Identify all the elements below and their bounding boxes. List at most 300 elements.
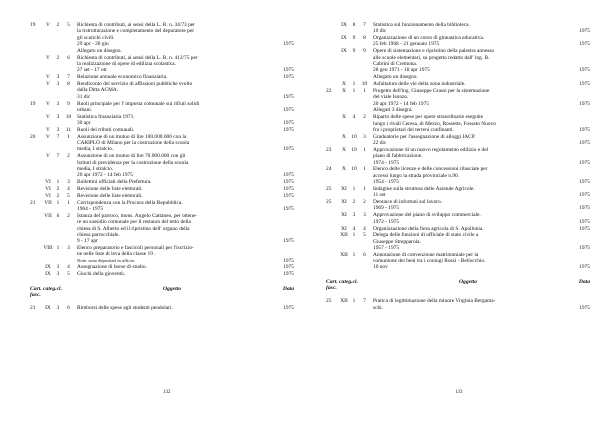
entry-date: 1975 xyxy=(579,126,590,133)
category: V xyxy=(46,100,50,107)
entry-date: 1975 xyxy=(283,192,294,199)
category: IX xyxy=(341,48,347,55)
inventory-entry xyxy=(30,101,294,114)
fascicle: 8 xyxy=(67,81,70,88)
entry-object xyxy=(74,213,270,244)
entry-object xyxy=(74,179,270,185)
column-header xyxy=(326,279,590,292)
entry-line: Allegati 3 disegni. xyxy=(373,107,413,114)
cart-number: 19 xyxy=(30,100,36,107)
entry-object xyxy=(370,81,566,87)
category: IX xyxy=(45,264,51,271)
entry-object xyxy=(74,200,270,213)
entry-line: Organizzazione della fiera agricola di S. Apollonia. xyxy=(373,225,484,232)
inventory-entry xyxy=(30,271,294,277)
fascicle: 1 xyxy=(67,133,70,140)
fascicle: 8 xyxy=(363,35,366,42)
class: 9 xyxy=(352,48,356,55)
entry-object xyxy=(370,212,566,225)
entry-line: 27 set - 17 ott xyxy=(77,67,107,74)
entry-line: re un sussidio comunale per il restauro del tetto della xyxy=(77,219,191,226)
entry-line: Ruoli principale per l' imposta comunale sui rifiuti solidi xyxy=(77,100,200,107)
entry-line: Elenco preparatorio e fascicoli personali per l'iscrizio- xyxy=(77,245,194,251)
category: XII xyxy=(340,251,348,258)
inventory-entry xyxy=(326,199,590,212)
inventory-entry xyxy=(30,245,294,264)
entry-line: Riparto delle spese per opere straordinarie eseguite xyxy=(373,114,484,121)
entry-line: Pratica di legittimazione della minore Virginia Bergama- xyxy=(373,298,496,305)
class: 1 xyxy=(56,199,60,206)
category: XI xyxy=(341,185,347,192)
entry-line: Organizzazione di un corso di ginnastica educativa. xyxy=(373,35,485,42)
class: 3 xyxy=(352,212,356,219)
entry-object xyxy=(370,298,566,311)
entry-line: Revisione delle liste elettorali. xyxy=(77,185,143,192)
fascicle: 6 xyxy=(67,54,70,61)
entry-line: alle scuole elementari, su progetto redatto dall' ing. B. xyxy=(373,54,490,61)
entry-date: 1975 xyxy=(579,67,590,74)
inventory-entry xyxy=(30,305,294,311)
class: 1 xyxy=(352,232,356,239)
class: 10 xyxy=(351,166,357,173)
class: 3 xyxy=(56,264,60,271)
entry-line: la realizzazione di opere di edilizia scolastica. xyxy=(77,60,176,67)
entry-date: 1975 xyxy=(579,205,590,212)
entry-date: 1975 xyxy=(283,206,294,213)
inventory-entry xyxy=(30,22,294,47)
class: 1 xyxy=(352,298,356,305)
entry-line: Rendiconto del servizio di affissioni pubbliche svolto xyxy=(77,81,193,88)
category: V xyxy=(46,126,50,133)
entry-date: 1975 xyxy=(283,106,294,113)
entry-date: 1975 xyxy=(283,126,294,133)
entry-line: Approvazione di un nuovo regolamento edilizio e del xyxy=(373,146,489,153)
entry-object xyxy=(370,199,566,212)
entry-line: Statistica sul funzionamento della biblioteca. xyxy=(373,22,470,28)
entry-line: Annotazione di convenzione matrimoniale per la xyxy=(373,251,479,258)
fascicle: 6 xyxy=(363,251,366,258)
cart-number: 25 xyxy=(326,185,332,192)
cart-number: 21 xyxy=(30,199,36,206)
class: 2 xyxy=(56,54,60,61)
fascicle: 4 xyxy=(67,185,70,192)
entry-date: 1975 xyxy=(283,238,294,245)
category: X xyxy=(342,81,346,88)
category: XI xyxy=(341,225,347,232)
class: 4 xyxy=(352,114,356,121)
entry-line: 1954 - 1975 xyxy=(373,179,400,186)
entry-line: Graduatorie per l'assegnazione di alloggi IACP. xyxy=(373,133,476,140)
cart-number: 20 xyxy=(30,133,36,140)
fascicle: 1 xyxy=(67,199,70,206)
class: 3 xyxy=(56,100,60,107)
fascicle: 1 xyxy=(363,166,366,173)
entry-note: Note: sono depositati in ufficio. xyxy=(77,257,136,263)
inventory-entry xyxy=(326,81,590,87)
inventory-entry xyxy=(30,74,294,80)
entry-line: Approvazione del piano di sviluppo commerciale. xyxy=(373,212,481,219)
entry-object xyxy=(74,245,270,264)
entry-line: accessi lungo la strada provinciale n.90. xyxy=(373,172,460,179)
class: 3 xyxy=(56,305,60,312)
entry-line: 1974 - 1975 xyxy=(373,159,400,166)
header-cart-categ: Cart. categ.cl. fasc. xyxy=(326,278,359,292)
entry-date: 1975 xyxy=(283,74,294,81)
entry-line: media, I stralcio. xyxy=(77,165,114,172)
entry-date: 1975 xyxy=(579,81,590,88)
fascicle: 1 xyxy=(363,87,366,94)
entry-date: 1975 xyxy=(283,179,294,186)
entry-line: Giochi della gioventù. xyxy=(77,271,126,278)
entry-line: Allegato un disegno. xyxy=(373,74,418,81)
fascicle: 4 xyxy=(363,225,366,232)
cart-number: 25 xyxy=(326,199,332,206)
entry-object xyxy=(74,153,270,178)
entry-date: 1975 xyxy=(579,218,590,225)
entry-line: lungo i rivali Ceresa, di Mezzo, Rossette, Fossato Nuovo xyxy=(373,120,496,127)
fascicle: 4 xyxy=(67,264,70,271)
entry-object xyxy=(74,271,270,277)
entry-line: Giuseppe Strepparola. xyxy=(373,238,421,245)
entry-line: Indagine sulla struttura delle Aziende Agricole. xyxy=(373,185,475,192)
class: 3 xyxy=(56,74,60,81)
entry-date: 1975 xyxy=(283,264,294,271)
entry-line: Istituti di previdenza per la costruzione della scuola xyxy=(77,159,189,166)
category: XI xyxy=(341,212,347,219)
entry-date: 1975 xyxy=(579,225,590,232)
entry-object xyxy=(74,305,270,311)
inventory-entry xyxy=(326,147,590,166)
cart-number: 25 xyxy=(326,298,332,305)
category: V xyxy=(46,133,50,140)
category: V xyxy=(46,74,50,81)
inventory-entry xyxy=(30,55,294,74)
entry-date: 1975 xyxy=(579,100,590,107)
fascicle: 3 xyxy=(363,133,366,140)
cart-number: 24 xyxy=(326,166,332,173)
category: V xyxy=(46,54,50,61)
entry-line: Istanza del parroco, mons. Angelo Cattaneo, per ottene- xyxy=(77,212,198,219)
column-header xyxy=(30,286,294,299)
inventory-entry xyxy=(30,213,294,244)
inventory-entry xyxy=(30,179,294,185)
category: V xyxy=(46,113,50,120)
entry-line: 31 dic xyxy=(77,93,91,100)
inventory-entry xyxy=(326,74,590,80)
class: 1 xyxy=(56,179,60,186)
entry-line: 1969 - 1975 xyxy=(373,205,400,212)
entry-object xyxy=(74,264,270,270)
category: VII xyxy=(44,212,52,219)
entry-date: 1975 xyxy=(579,41,590,48)
entry-line: Progetto dell'ing. Giuseppe Grassi per la sistemazione xyxy=(373,87,490,94)
entry-date: 1975 xyxy=(283,305,294,312)
entry-object xyxy=(370,186,566,199)
category: VI xyxy=(45,192,51,199)
entry-line: urbani. xyxy=(77,106,93,113)
entry-object xyxy=(370,22,566,35)
entry-line: 11 set xyxy=(373,192,386,199)
entry-line: media, I stralcio. xyxy=(77,146,114,153)
category: VIII xyxy=(43,245,53,251)
entry-object xyxy=(370,74,566,80)
entry-line: 1957 - 1975 xyxy=(373,245,400,251)
fascicle: 6 xyxy=(67,305,70,312)
fascicle: 9 xyxy=(363,48,366,55)
entry-date: 1975 xyxy=(579,264,590,271)
entry-date: 1975 xyxy=(283,146,294,153)
inventory-entry xyxy=(326,134,590,147)
category: XII xyxy=(340,298,348,305)
class: 10 xyxy=(351,133,357,140)
entry-line: comunione dei beni tra i coniugi Rossi - Bellocchio. xyxy=(373,258,486,265)
entry-object xyxy=(74,55,270,74)
right-page xyxy=(326,22,590,312)
inventory-entry xyxy=(30,200,294,213)
entry-line: Assunzione di un mutuo di lire 100.000.000 con la xyxy=(77,133,187,140)
inventory-entry xyxy=(326,186,590,199)
class: 2 xyxy=(352,199,356,206)
entry-line: 10 dic xyxy=(373,28,387,35)
category: X xyxy=(342,133,346,140)
entry-date: 1975 xyxy=(283,172,294,179)
entry-date: 1975 xyxy=(579,179,590,186)
entry-line: Cabrini di Cremona. xyxy=(373,60,418,67)
entry-object xyxy=(74,74,270,80)
left-page xyxy=(30,22,294,312)
fascicle: 5 xyxy=(67,192,70,199)
class: 7 xyxy=(56,133,60,140)
entry-object xyxy=(370,166,566,185)
entry-date: 1975 xyxy=(283,40,294,47)
class: 3 xyxy=(56,113,60,120)
class: 10 xyxy=(351,146,357,153)
entry-date: 1975 xyxy=(579,140,590,147)
header-data: Data xyxy=(578,278,590,285)
entry-line: 1964 - 1975 xyxy=(77,206,104,213)
inventory-entry xyxy=(326,232,590,251)
entry-line: Assegnazione di borse di studio. xyxy=(77,264,147,271)
inventory-entry xyxy=(326,252,590,271)
class: 4 xyxy=(352,225,356,232)
class: 3 xyxy=(56,271,60,278)
right-entries xyxy=(326,22,590,271)
fascicle: 2 xyxy=(363,114,366,121)
class: 1 xyxy=(352,87,356,94)
inventory-entry xyxy=(30,81,294,100)
entry-object xyxy=(74,134,270,153)
fascicle: 11 xyxy=(65,126,72,133)
entry-line: Allegato un disegno. xyxy=(77,47,122,54)
fascicle: 2 xyxy=(67,212,70,219)
header-cart-categ: Cart. categ.cl. fasc. xyxy=(30,285,63,298)
entry-object xyxy=(74,127,270,133)
fascicle: 3 xyxy=(67,179,70,186)
category: X xyxy=(342,114,346,121)
fascicle: 7 xyxy=(67,74,70,81)
fascicle: 1 xyxy=(363,146,366,153)
right-bottom-entries xyxy=(326,298,590,311)
entry-line: chiesa parrocchiale. xyxy=(77,231,120,238)
entry-line: chiesa di S. Alberto ed il ripristino dell' organo della xyxy=(77,225,190,232)
class: 1 xyxy=(352,251,356,258)
class: 1 xyxy=(352,81,356,88)
fascicle: 7 xyxy=(363,22,366,28)
fascicle: 5 xyxy=(363,232,366,239)
entry-line: Richiesta di contributi, ai sensi della L. R. n. 34/73 per xyxy=(77,22,195,28)
fascicle: 10 xyxy=(65,113,72,120)
left-entries xyxy=(30,22,294,278)
entry-object xyxy=(370,88,566,107)
category: XII xyxy=(340,232,348,239)
entry-line: 20 apr 1972 - 14 feb 1975 xyxy=(77,172,133,179)
inventory-entry xyxy=(30,48,294,54)
entry-line: Asfaltatura delle vie della zona industriale. xyxy=(373,81,466,88)
entry-line: 20 apr 1972 - 14 feb 1975 xyxy=(373,100,429,107)
entry-line: Denunce di infortuni sul lavoro. xyxy=(373,199,443,206)
entry-line: 25 feb 1968 - 21 gennaio 1975 xyxy=(373,41,440,48)
inventory-entry xyxy=(326,35,590,48)
class: 9 xyxy=(352,35,356,42)
fascicle: 5 xyxy=(67,271,70,278)
page-number-right: 133 xyxy=(455,390,463,395)
category: VII xyxy=(44,199,52,206)
entry-line: 29 apr - 20 giu xyxy=(77,40,109,47)
inventory-entry xyxy=(326,212,590,225)
header-oggetto: Oggetto xyxy=(458,278,478,285)
class: 3 xyxy=(56,81,60,88)
inventory-entry xyxy=(326,226,590,232)
entry-line: Bollettini ufficiali della Prefettura. xyxy=(77,179,152,186)
category: X xyxy=(342,166,346,173)
entry-object xyxy=(74,114,270,127)
category: IX xyxy=(341,35,347,42)
inventory-entry xyxy=(326,107,590,113)
entry-object xyxy=(74,22,270,47)
category: IX xyxy=(341,22,347,28)
entry-line: Rimborsi delle spese agli studenti pendolari. xyxy=(77,305,173,312)
fascicle: 9 xyxy=(67,100,70,107)
entry-object xyxy=(370,134,566,147)
class: 2 xyxy=(56,22,60,28)
entry-line: Opere di sistemazione e ripristino della palestra annessa xyxy=(373,48,494,55)
inventory-entry xyxy=(30,114,294,127)
entry-object xyxy=(74,81,270,100)
entry-line: la ristrutturazione e completamento del depuratore per xyxy=(77,28,195,35)
entry-line: schi. xyxy=(373,304,384,311)
entry-line: 22 dic xyxy=(373,140,387,147)
inventory-entry xyxy=(326,114,590,133)
entry-object xyxy=(370,232,566,251)
inventory-entry xyxy=(30,264,294,270)
inventory-entry xyxy=(326,88,590,107)
entry-line: 28 gen 1971 - 18 apr 1975 xyxy=(373,67,430,74)
fascicle: 1 xyxy=(363,185,366,192)
entry-date: 1975 xyxy=(579,159,590,166)
entry-line: piano di fabbricazione. xyxy=(373,153,423,160)
entry-line: 1972 - 1975 xyxy=(373,218,400,225)
entry-object xyxy=(370,226,566,232)
inventory-entry xyxy=(326,22,590,35)
inventory-entry xyxy=(30,134,294,153)
category: VI xyxy=(45,185,51,192)
inventory-entry xyxy=(326,298,590,311)
class: 2 xyxy=(56,192,60,199)
entry-line: gli scarichi civili. xyxy=(77,34,115,41)
inventory-entry xyxy=(30,127,294,133)
class: 8 xyxy=(352,22,356,28)
fascicle: 3 xyxy=(67,245,70,251)
entry-object xyxy=(74,101,270,114)
entry-line: Revisione delle liste elettorali. xyxy=(77,192,143,199)
fascicle: 7 xyxy=(363,298,366,305)
entry-line: Elenco delle licenze e delle concessioni rilasciate per xyxy=(373,166,488,173)
entry-object xyxy=(370,48,566,73)
entry-object xyxy=(74,193,270,199)
class: 3 xyxy=(56,126,60,133)
header-data: Data xyxy=(282,285,294,292)
entry-date: 1975 xyxy=(283,67,294,74)
entry-object xyxy=(370,252,566,271)
class: 2 xyxy=(56,185,60,192)
inventory-entry xyxy=(30,193,294,199)
cart-number: 19 xyxy=(30,22,36,28)
entry-line: fra i proprietari dei terreni confinanti. xyxy=(373,126,454,133)
class: 7 xyxy=(56,153,60,160)
category: X xyxy=(342,146,346,153)
entry-line: Ruoli dei tributi comunali. xyxy=(77,126,135,133)
class: 1 xyxy=(56,245,60,251)
fascicle: 10 xyxy=(361,81,368,88)
category: IX xyxy=(45,271,51,278)
cart-number: 22 xyxy=(326,87,332,94)
entry-date: 1975 xyxy=(283,185,294,192)
entry-date: 1975 xyxy=(579,192,590,199)
entry-object xyxy=(370,147,566,166)
entry-line: 10 nov xyxy=(373,264,388,271)
entry-line: del viale Isonzo. xyxy=(373,94,409,101)
entry-date: 1975 xyxy=(283,271,294,278)
category: XI xyxy=(341,199,347,206)
page-number-left: 132 xyxy=(163,390,171,395)
inventory-entry xyxy=(30,153,294,178)
entry-object xyxy=(74,48,270,54)
entry-object xyxy=(74,186,270,192)
entry-line: 30 apr xyxy=(77,120,91,127)
entry-object xyxy=(370,35,566,48)
entry-line: Richiesta di contributi, ai sensi della L. R. n. 412/75 per xyxy=(77,54,198,61)
entry-date: 1975 xyxy=(283,93,294,100)
fascicle: 2 xyxy=(363,199,366,206)
inventory-entry xyxy=(326,48,590,73)
category: VI xyxy=(45,179,51,186)
fascicle: 2 xyxy=(67,153,70,160)
entry-line: Statistica finanziaria 1971. xyxy=(77,113,135,120)
entry-line: Assunzione di un mutuo di lire 70.000.000 con gli xyxy=(77,153,186,160)
class: 6 xyxy=(56,212,60,219)
inventory-entry xyxy=(326,166,590,185)
entry-object xyxy=(370,107,566,113)
entry-date: 1975 xyxy=(579,245,590,251)
category: X xyxy=(342,87,346,94)
left-bottom-entries xyxy=(30,305,294,311)
entry-object xyxy=(370,114,566,133)
entry-line: 9 - 17 apr xyxy=(77,238,98,245)
fascicle: 5 xyxy=(67,22,70,28)
entry-date: 1975 xyxy=(283,120,294,127)
entry-date: 1975 xyxy=(579,304,590,311)
category: V xyxy=(46,81,50,88)
